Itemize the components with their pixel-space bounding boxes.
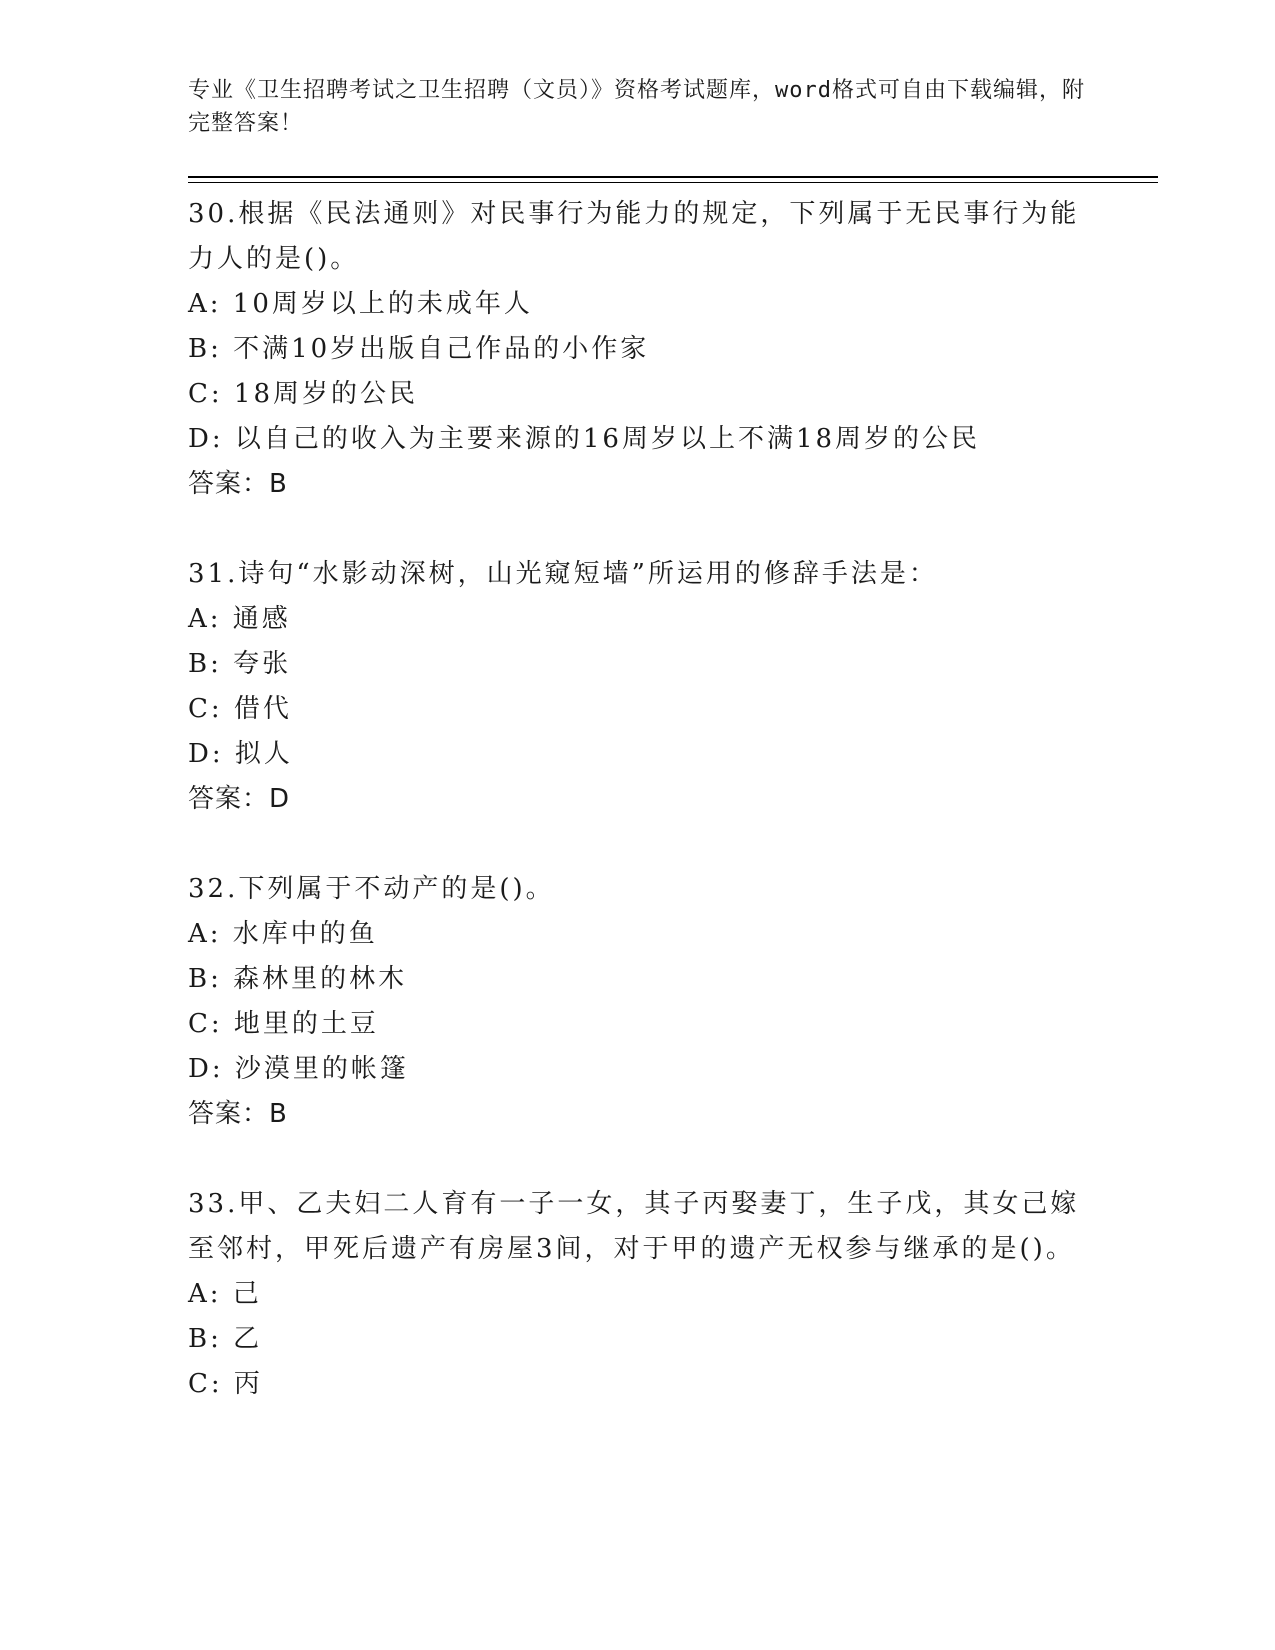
option-d: D: 以自己的收入为主要来源的16周岁以上不满18周岁的公民 [188,424,981,454]
option-a: A: 己 [188,1279,262,1309]
option-d: D: 沙漠里的帐篷 [188,1054,409,1084]
header-divider-thin [188,182,1158,183]
option-a: A: 水库中的鱼 [188,919,378,949]
answer: 答案：B [188,469,288,499]
header-divider-thick [188,176,1158,178]
question-stem: 31.诗句“水影动深树，山光窥短墙”所运用的修辞手法是： [188,559,938,589]
option-c: C: 丙 [188,1369,263,1399]
question-33 [188,1182,1088,1407]
question-stem: 32.下列属于不动产的是()。 [188,874,555,904]
option-c: C: 借代 [188,694,292,724]
option-b: B: 森林里的林木 [188,964,408,994]
option-b: B: 乙 [188,1324,263,1354]
question-31 [188,552,1088,822]
answer: 答案：B [188,1099,288,1129]
answer: 答案：D [188,784,291,814]
question-list [188,192,1088,1452]
option-d: D: 拟人 [188,739,293,769]
option-a: A: 10周岁以上的未成年人 [188,289,533,319]
question-stem: 33.甲、乙夫妇二人育有一子一女，其子丙娶妻丁，生子戊，其女己嫁至邻村，甲死后遗产有房屋3间，对于甲的遗产无权参与继承的是()。 [188,1189,1080,1264]
option-c: C: 地里的土豆 [188,1009,379,1039]
question-32 [188,867,1088,1137]
option-c: C: 18周岁的公民 [188,379,419,409]
document-intro: 专业《卫生招聘考试之卫生招聘（文员）》资格考试题库，word格式可自由下载编辑，附完整答案！ [188,78,1085,136]
question-30 [188,192,1088,507]
option-b: B: 不满10岁出版自己作品的小作家 [188,334,650,364]
option-a: A: 通感 [188,604,291,634]
question-stem: 30.根据《民法通则》对民事行为能力的规定，下列属于无民事行为能力人的是()。 [188,199,1080,274]
option-b: B: 夸张 [188,649,292,679]
